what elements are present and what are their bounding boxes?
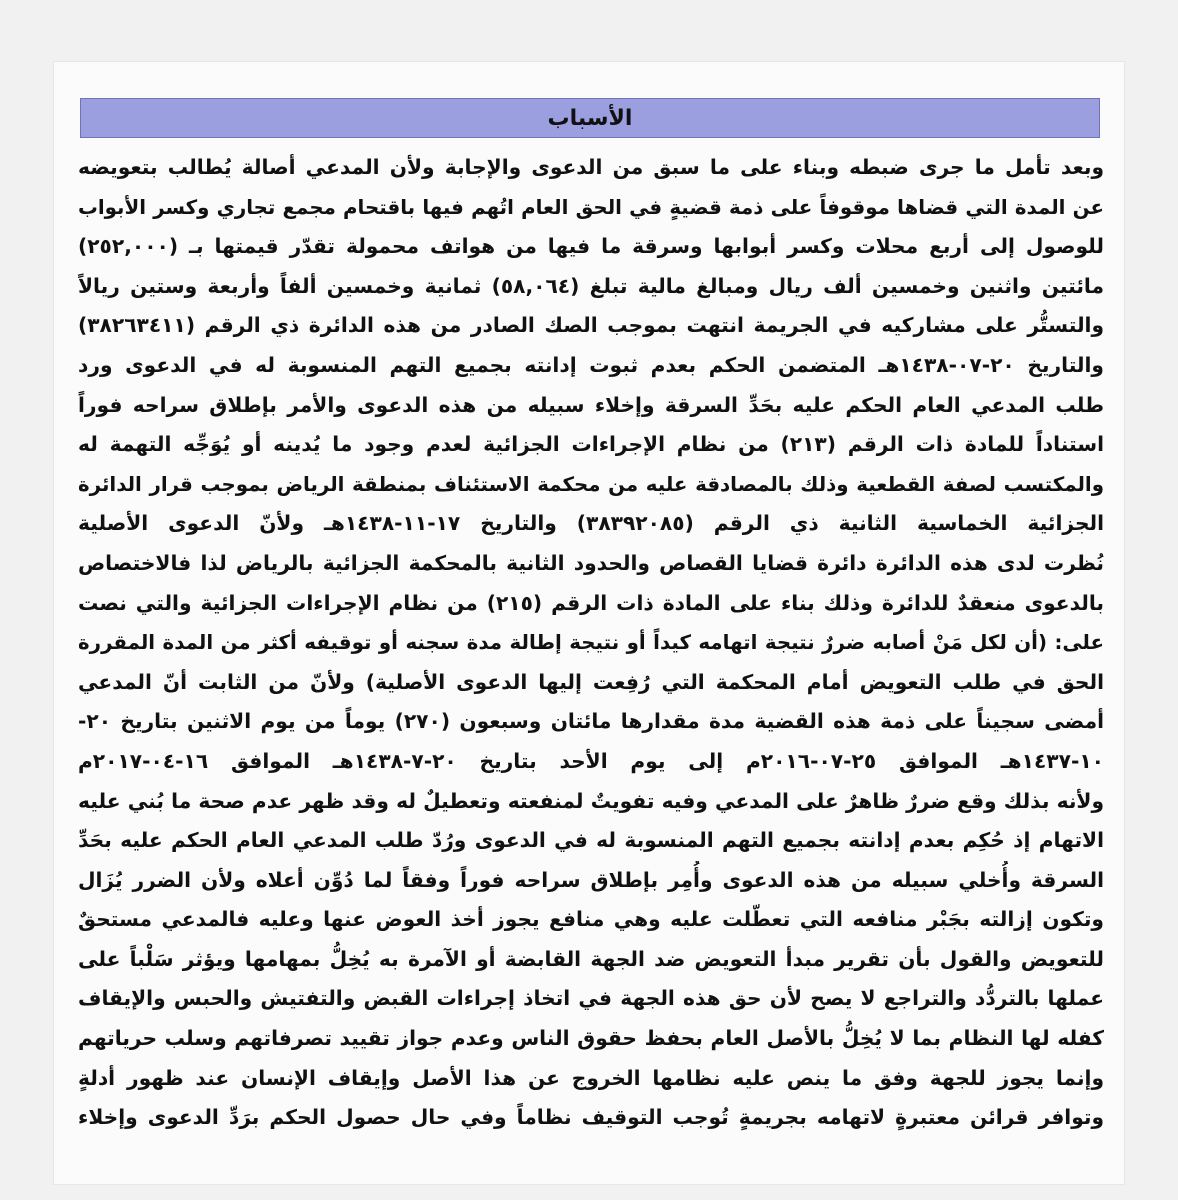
text-line: الحق في طلب التعويض أمام المحكمة التي رُفِعت إليها الدعوى الأصلية) ولأنّ من الثابت أنّ المدعي (78, 669, 1104, 694)
text-line: كفله لها النظام بما لا يُخِلُّ بالأصل العام بحفظ حقوق الناس وعدم جواز تقييد تصرفاتهم وسلب حرياتهم (78, 1026, 1104, 1051)
text-line: الاتهام إذ حُكِم بعدم إدانته بجميع التهم المنسوبة له في الدعوى ورُدّ طلب المدعي العام الحكم عليه بحَدِّ (78, 828, 1104, 853)
text-line: وإنما يجوز للجهة وفق ما ينص عليه نظامها الخروج عن هذا الأصل وإيقاف الإنسان عند ظهور أدلةٍ (78, 1065, 1104, 1090)
text-line: وتوافر قرائن معتبرةٍ لاتهامه بجريمةٍ تُوجب التوقيف نظاماً وفي حال حصول الحكم برَدِّ الدعوى وإخلاء (78, 1105, 1104, 1130)
text-line: والمكتسب لصفة القطعية وذلك بالمصادقة عليه من محكمة الاستئناف بمنطقة الرياض بموجب قرار الدائرة (78, 472, 1104, 496)
section-header (80, 98, 1100, 138)
text-line: الجزائية الخماسية الثانية ذي الرقم (٣٨٣٩٢٠٨٥) والتاريخ ١٧-١١-١٤٣٨هـ ولأنّ الدعوى الأصلية (78, 511, 1104, 536)
text-line: والتستُّر على مشاركيه في الجريمة انتهت بموجب الصك الصادر من هذه الدائرة ذي الرقم (٣٨٢٦٣٤١١) (78, 313, 1104, 338)
text-line: عن المدة التي قضاها موقوفاً على ذمة قضيةٍ في الحق العام اتُهم فيها باقتحام مجمع تجاري وكسر الأبواب (78, 195, 1104, 219)
text-line: على: (أن لكل مَنْ أصابه ضررٌ نتيجة اتهامه كيداً أو نتيجة إطالة مدة سجنه أو توقيفه أكثر من المدة المقررة (78, 631, 1104, 655)
text-line: للتعويض والقول بأن تقرير مبدأ التعويض ضد الجهة القابضة أو الآمرة به يُخِلُّ بمهامها ويؤثر سَلْباً على (78, 946, 1104, 971)
document-page (54, 62, 1124, 1184)
document-body (78, 148, 1104, 1138)
text-line: نُظرت لدى هذه الدائرة دائرة قضايا القصاص والحدود الثانية بالمحكمة الجزائية بالرياض لذا فالاختصاص (78, 550, 1104, 575)
text-line: وبعد تأمل ما جرى ضبطه وبناء على ما سبق من الدعوى والإجابة ولأن المدعي أصالة يُطالب بتعويضه (78, 155, 1104, 179)
text-line: أمضى سجيناً على ذمة هذه القضية مدة مقدارها مائتان وسبعون (٢٧٠) يوماً من يوم الاثنين بتاريخ ٢٠- (78, 709, 1104, 734)
text-line: للوصول إلى أربع محلات وكسر أبوابها وسرقة ما فيها من هواتف محمولة تقدّر قيمتها بـ (٢٥٢,٠٠٠) (78, 234, 1104, 259)
text-line: وتكون إزالته بجَبْر منافعه التي تعطّلت عليه وهي منافع يجوز أخذ العوض عنها وعليه فالمدعي مستحقٌ (78, 907, 1104, 932)
text-line: والتاريخ ٢٠-٠٧-١٤٣٨هـ المتضمن الحكم بعدم ثبوت إدانته بجميع التهم المنسوبة له في الدعوى ورد (78, 352, 1104, 377)
text-line: ١٠-١٤٣٧هـ الموافق ٢٥-٠٧-٢٠١٦م إلى يوم الأحد بتاريخ ٢٠-٧-١٤٣٨هـ الموافق ١٦-٠٤-٢٠١٧م (78, 748, 1104, 773)
text-line: طلب المدعي العام الحكم عليه بحَدِّ السرقة وإخلاء سبيله من هذه الدعوى والأمر بإطلاق سراحه فوراً (78, 392, 1104, 417)
section-title: الأسباب (547, 105, 633, 131)
text-line: السرقة وأُخلي سبيله من هذه الدعوى وأُمِر بإطلاق سراحه فوراً وفقاً لما دُوِّن أعلاه ولأن الضرر يُزَال (78, 867, 1104, 892)
text-line: ولأنه بذلك وقع ضررٌ ظاهرٌ على المدعي وفيه تفويتٌ لمنفعته وتعطيلٌ له وقد ظهر عدم صحة ما بُني عليه (78, 788, 1104, 813)
text-line: مائتين واثنين وخمسين ألف ريال ومبالغ مالية تبلغ (٥٨,٠٦٤) ثمانية وخمسين ألفاً وأربعة وستين ريالاً (78, 273, 1104, 298)
text-line: عملها بالتردُّد والتراجع لا يصح لأن حق هذه الجهة في اتخاذ إجراءات القبض والتفتيش والحبس والإيقاف (78, 986, 1104, 1011)
text-line: بالدعوى منعقدٌ للدائرة وذلك بناء على المادة ذات الرقم (٢١٥) من نظام الإجراءات الجزائية والتي نصت (78, 590, 1104, 615)
text-line: استناداً للمادة ذات الرقم (٢١٣) من نظام الإجراءات الجزائية لعدم وجود ما يُدينه أو يُوَجِّه التهمة له (78, 432, 1104, 457)
